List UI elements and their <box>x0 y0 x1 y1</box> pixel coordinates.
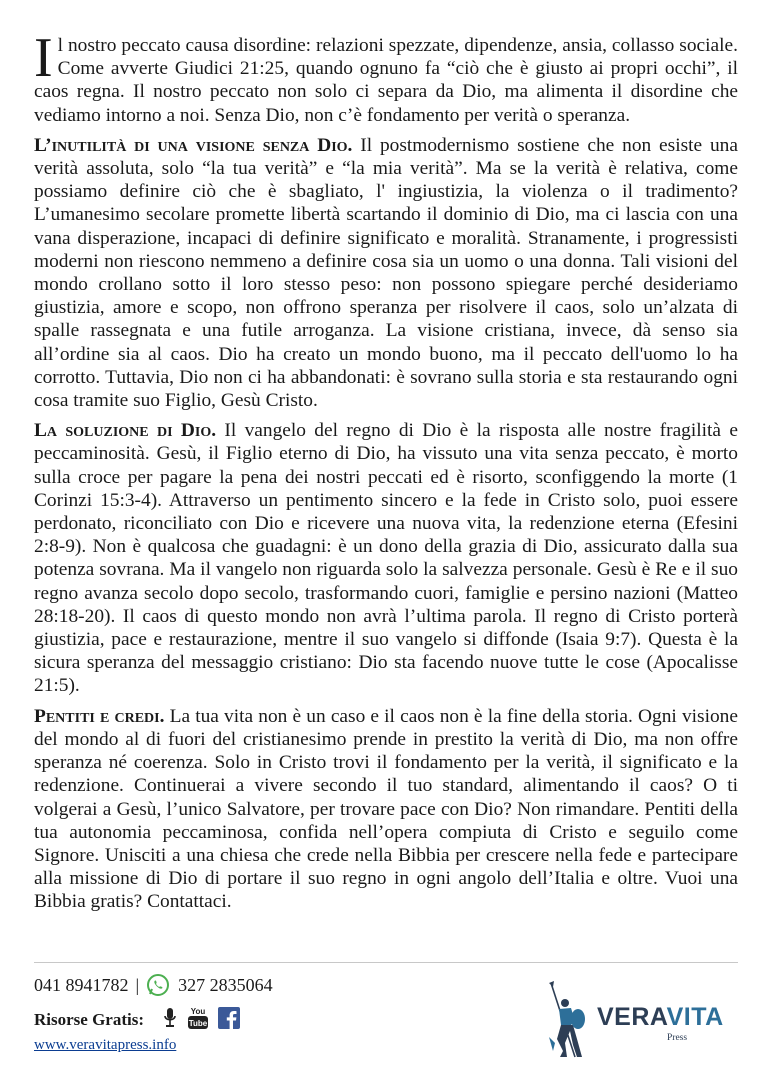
drop-cap: I <box>34 27 53 89</box>
facebook-icon[interactable] <box>218 1007 240 1034</box>
logo-word-vera: VERA <box>597 1003 667 1031</box>
footer-divider <box>34 962 738 963</box>
whatsapp-icon[interactable] <box>146 973 170 997</box>
intro-text: l nostro peccato causa disordine: relazioni spezzate, dipendenze, ansia, collasso sociale. Come avverte Giudici 21:25, quando ognuno fa “ciò che è giusto ai propri occhi”, il caos regna. Il nostro peccato non solo ci separa da Dio, ma alimenta il disordine che vediamo intorno a noi. Senza Dio, non c’è fondamento per verità o speranza. <box>34 35 738 126</box>
logo-press-label: Press <box>667 1033 688 1043</box>
section-heading: L’inutilità di una visione senza Dio. <box>34 134 353 156</box>
website-link[interactable]: www.veravitapress.info <box>34 1037 177 1053</box>
veravita-logo <box>545 981 745 1061</box>
section-heading: La soluzione di Dio. <box>34 420 217 442</box>
section-heading: Pentiti e credi. <box>34 705 165 727</box>
resources-row <box>34 1008 273 1032</box>
phone-row <box>34 972 273 998</box>
svg-text:Tube: Tube <box>188 1018 208 1028</box>
section-text: La tua vita non è un caso e il caos non è la fine della storia. Ogni visione del mondo al di fuori del cristianesimo prende in prestito la verità di Dio, ma non offre speranza né coerenza. Solo in Cristo trovi il fondamento per la verità, il significato e la redenzione. Continuerai a vivere secondo il tuo standard, alimentando il caos? O ti volgerai a Gesù, l’unico Salvatore, per trovare pace con Dio? Non rimandare. Pentiti della tua autonomia peccaminosa, confida nell’opera compiuta di Cristo e seguilo come Signore. Unisciti a una chiesa che crede nella Bibbia per crescere nella fede e partecipare alla missione di Dio di portare il suo regno in ogni angolo dell’Italia e oltre. Vuoi una Bibbia gratis? Contattaci. <box>34 705 738 913</box>
intro-paragraph <box>34 27 738 127</box>
section-futility <box>34 134 738 412</box>
section-solution <box>34 419 738 697</box>
logo-wordmark <box>597 1003 724 1032</box>
contact-footer <box>34 972 273 1054</box>
whatsapp-number[interactable]: 327 2835064 <box>178 974 273 995</box>
logo-word-vita: VITA <box>666 1003 724 1031</box>
microphone-icon[interactable] <box>162 1007 178 1034</box>
section-repent <box>34 705 738 914</box>
svg-text:You: You <box>190 1006 206 1016</box>
youtube-icon[interactable] <box>187 1006 209 1035</box>
section-text: Il postmodernismo sostiene che non esiste una verità assoluta, solo “la tua verità” e “la mia verità”. Ma se la verità è relativa, come possiamo definire ciò che è sbagliato, l' ingiustizia, la violenza o il tradimento? L’umanesimo secolare promette libertà scartando il dominio di Dio, ma ci lascia con una vana disperazione, incapaci di definire significato e moralità. Stranamente, i progressisti moderni non riescono nemmeno a definire cosa sia un uomo o una donna. Tali visioni del mondo crollano sotto il loro stesso peso: non possono spiegare perché desideriamo giustizia, amore e scopo, non offrono speranza per risolvere il caos, solo un’alzata di spalle rassegnata e una futile arroganza. La visione cristiana, invece, dà senso sia all’ordine sia al caos. Dio ha creato un mondo buono, ma il peccato dell'uomo lo ha corrotto. Tuttavia, Dio non ci ha abbandonati: è sovrano sulla storia e sta restaurando ogni cosa tramite suo Figlio, Gesù Cristo. <box>34 134 738 412</box>
separator: | <box>135 974 140 995</box>
phone-number[interactable]: 041 8941782 <box>34 974 129 995</box>
article-body <box>34 27 738 921</box>
section-text: Il vangelo del regno di Dio è la risposta alle nostre fragilità e peccaminosità. Gesù, il Figlio eterno di Dio, ha vissuto una vita senza peccato, è morto sulla croce per pagare la pena dei nostri peccati ed è risorto, sconfiggendo la morte (1 Corinzi 15:3-4). Attraverso un pentimento sincero e la fede in Cristo solo, puoi essere perdonato, riconciliato con Dio e ricevere una nuova vita, la redenzione eterna (Efesini 2:8-9). Non è qualcosa che guadagni: è un dono della grazia di Dio, assicurato dalla sua potenza sovrana. Ma il vangelo non riguarda solo la salvezza personale. Gesù è Re e il suo regno avanza secolo dopo secolo, trasformando cuori, famiglie e persino nazioni (Matteo 28:18-20). Il caos di questo mondo non avrà l’ultima parola. Il regno di Cristo porterà giustizia, pace e restaurazione, mentre il suo vangelo si diffonde (Isaia 9:7). Questa è la sicura speranza del messaggio cristiano: Dio sta facendo nuove tutte le cose (Apocalisse 21:5). <box>34 420 738 697</box>
resources-label: Risorse Gratis: <box>34 1010 145 1029</box>
warrior-logo-icon <box>545 981 589 1061</box>
